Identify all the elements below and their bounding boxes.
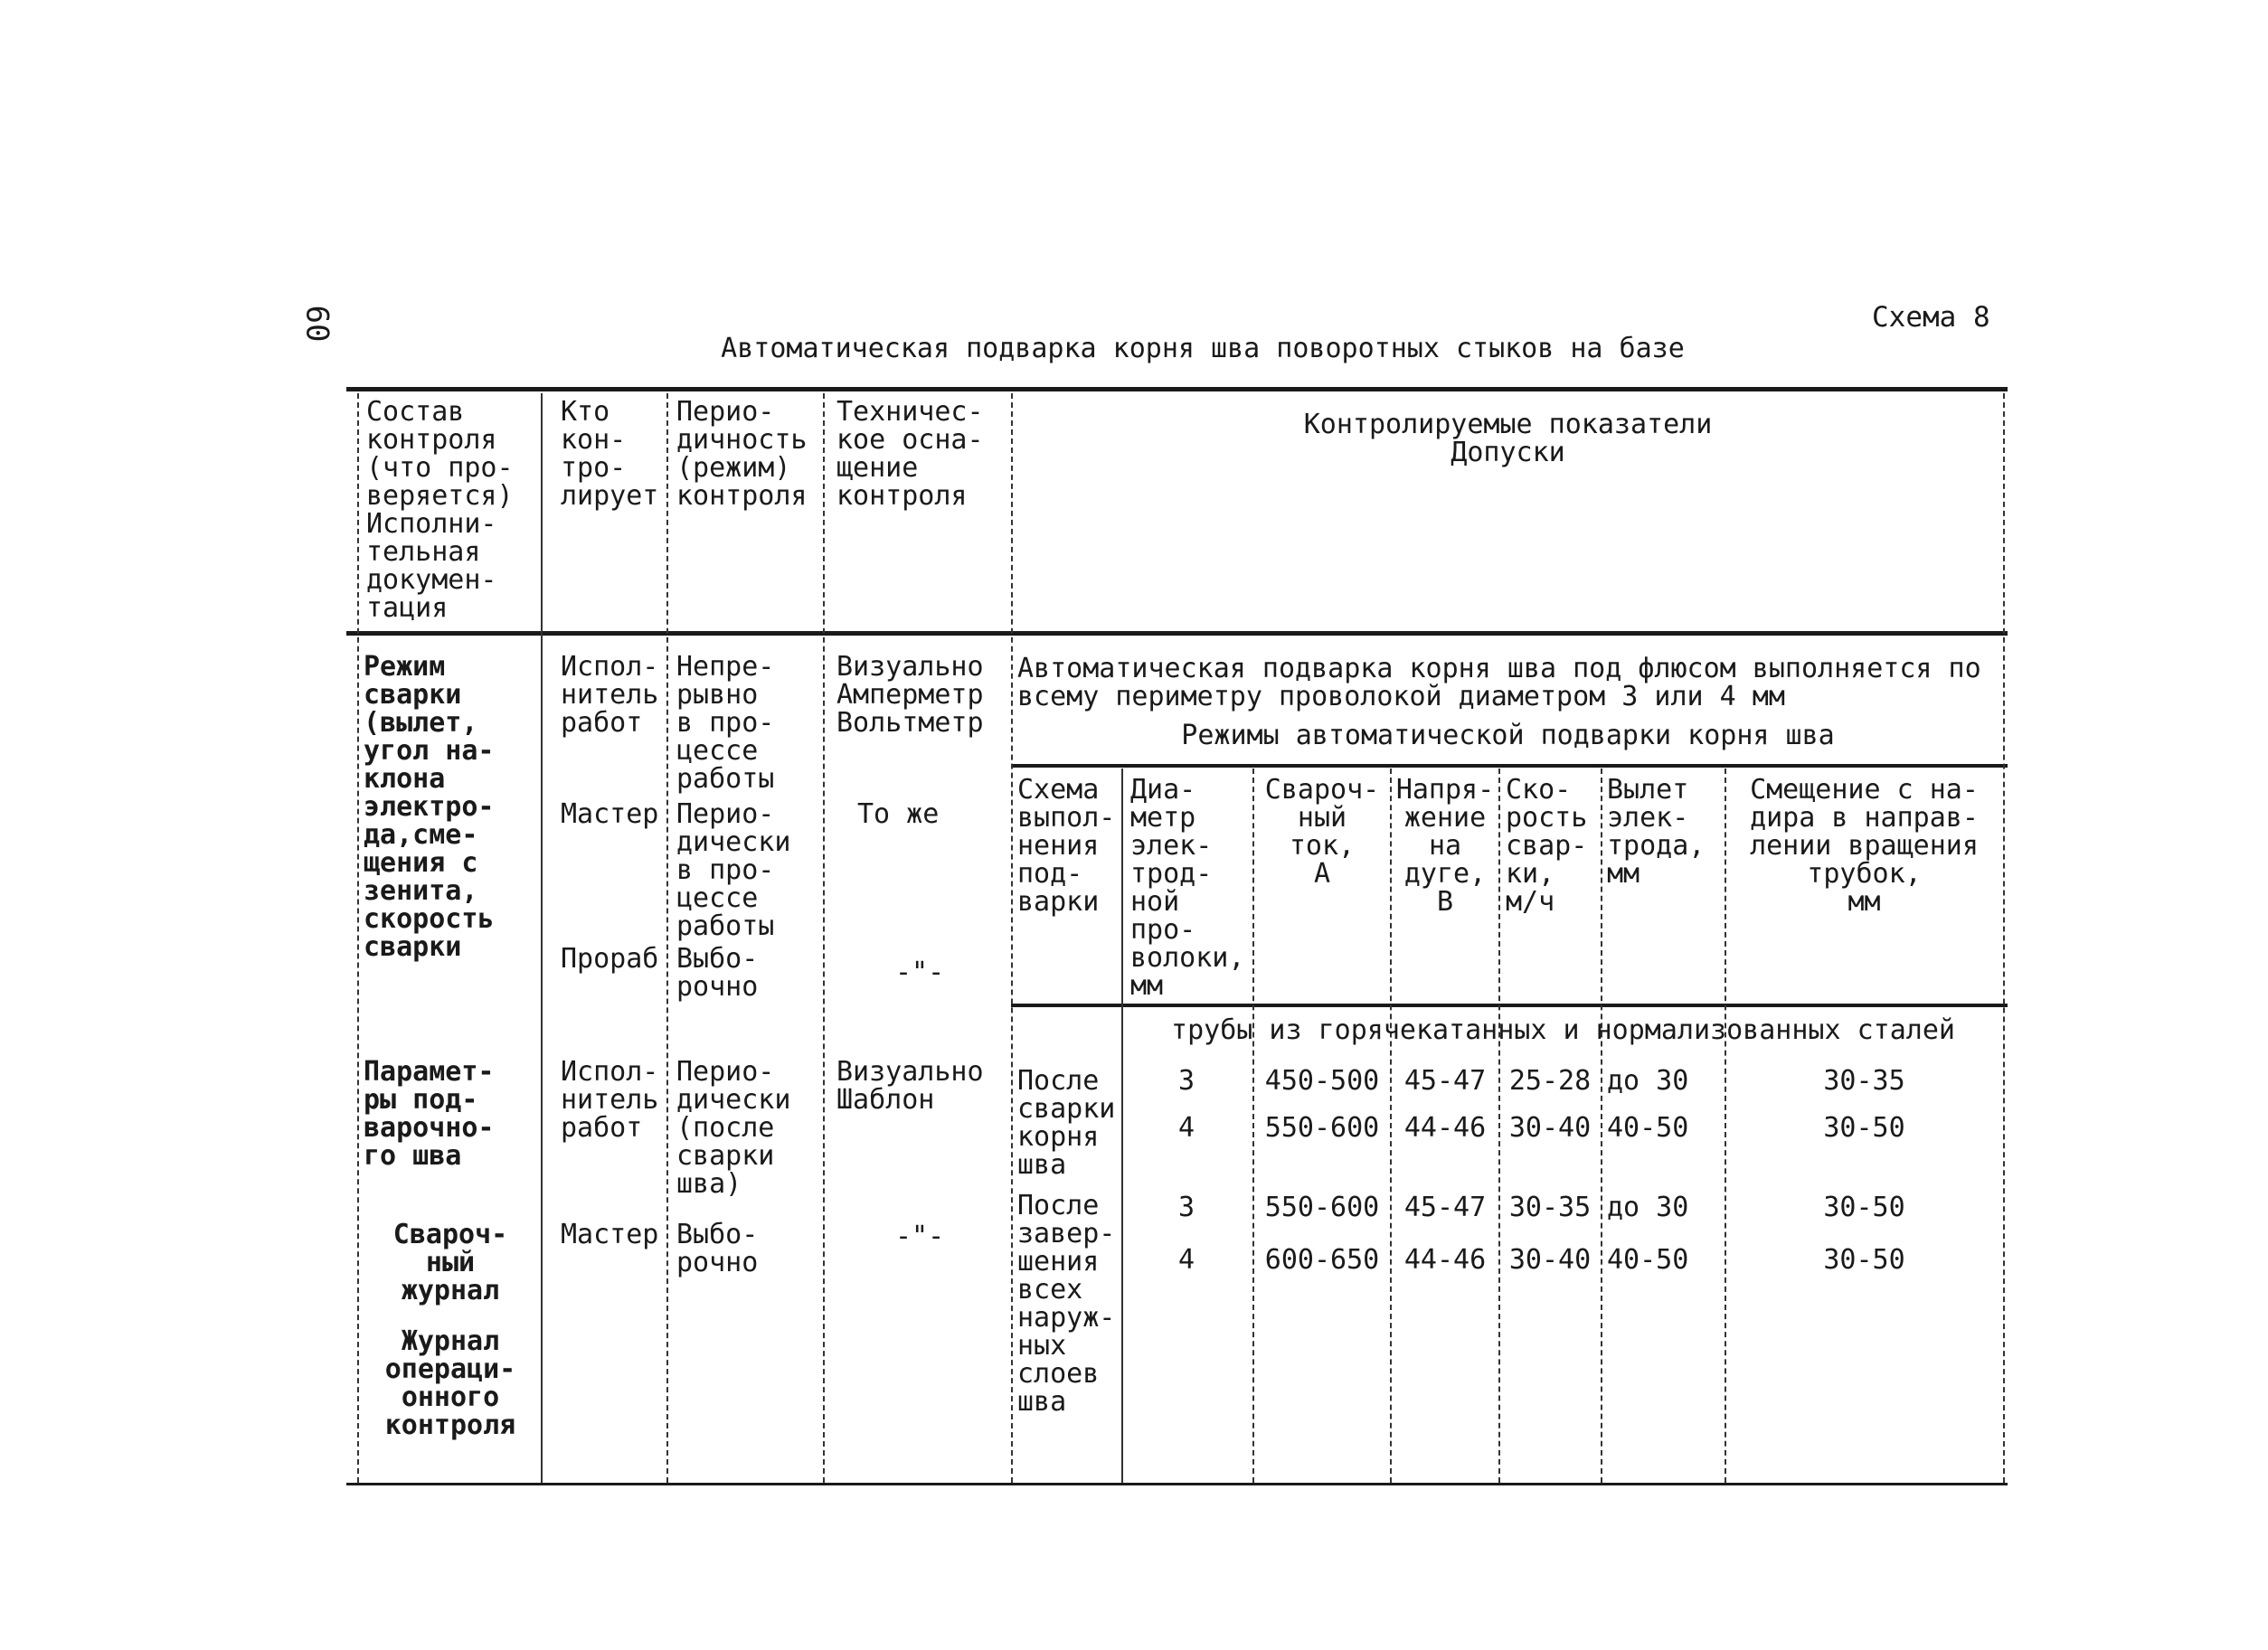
col-divider [666, 393, 668, 1483]
param-header-diameter: Диа- метр элек- трод- ной про- волоки, мм [1130, 774, 1245, 1002]
table-cell-l: до 30 [1607, 1192, 1689, 1223]
block1-note: Автоматическая подварка корня шва под флюсом выполняется по всему периметру проволокой диаметром 3 или 4 мм [1017, 653, 1981, 712]
param-header-current: Свароч- ный ток, А [1264, 774, 1380, 890]
param-col-divider [1252, 768, 1254, 1483]
col-divider [2003, 393, 2005, 1483]
col-divider [1011, 393, 1013, 1483]
block1-subject: Режим сварки (вылет, угол на- клона электро- да,сме- щения с зенита, скорость сварки [364, 651, 495, 963]
table-cell-u: 44-46 [1403, 1112, 1487, 1144]
table-cell-d: 3 [1177, 1065, 1195, 1097]
param-col-divider [1725, 768, 1726, 1483]
block1-period-3: Выбо- рочно [676, 943, 759, 1003]
block1-equip-1: Визуально Амперметр Вольтметр [836, 651, 984, 739]
header-equipment: Техничес- кое осна- щение контроля [836, 396, 984, 512]
page-number: 60 [298, 305, 335, 343]
param-header-offset: Смещение с на- дира в направ- лении вращения трубок, мм [1750, 774, 1979, 918]
table-cell-v: 30-40 [1508, 1112, 1592, 1144]
block1-equip-3: -"- [895, 957, 945, 988]
table-cell-u: 45-47 [1403, 1192, 1487, 1223]
scheme-label: Схема 8 [1872, 301, 1990, 334]
header-control-subject: Состав контроля (что про- веряется) Исполни- тельная докумен- тация [366, 396, 514, 624]
block2-period-1: Перио- дически (после сварки шва) [676, 1056, 791, 1200]
param-table-top-rule [1011, 764, 2008, 768]
table-cell-s: 30-50 [1823, 1192, 1905, 1223]
header-who-controls: Кто кон- тро- лирует [561, 396, 659, 512]
page-title: Автоматическая подварка корня шва поворотных стыков на базе [721, 333, 1685, 364]
header-periodicity: Перио- дичность (режим) контроля [676, 396, 808, 512]
block2-period-2: Выбо- рочно [676, 1219, 759, 1278]
group2-scheme: После завер- шения всех наруж- ных слоев шва [1017, 1190, 1116, 1418]
block1-who-3: Прораб [561, 943, 659, 975]
param-col-divider [1390, 768, 1392, 1483]
block2-who-2: Мастер [561, 1219, 659, 1250]
param-header-voltage: Напря- жение на дуге, В [1395, 774, 1495, 918]
table-cell-s: 30-50 [1823, 1244, 1905, 1276]
param-header-scheme: Схема выпол- нения под- варки [1017, 774, 1116, 918]
param-header-bottom-rule [1011, 1004, 2008, 1007]
table-cell-d: 3 [1177, 1192, 1195, 1223]
group1-scheme: После сварки корня шва [1017, 1065, 1116, 1181]
table-cell-s: 30-50 [1823, 1112, 1905, 1144]
param-header-stickout: Вылет элек- трода, мм [1607, 774, 1706, 890]
table-cell-u: 45-47 [1403, 1065, 1487, 1097]
doc-welding-log: Свароч- ный журнал [392, 1219, 508, 1306]
block1-equip-2: То же [857, 798, 940, 830]
block2-equip-1: Визуально Шаблон [836, 1056, 984, 1116]
table-cell-i: 550-600 [1264, 1192, 1380, 1223]
table-cell-i: 600-650 [1264, 1244, 1380, 1276]
table-cell-l: 40-50 [1607, 1244, 1689, 1276]
col-divider [541, 393, 543, 1483]
block1-period-1: Непре- рывно в про- цессе работы [676, 651, 775, 795]
table-cell-u: 44-46 [1403, 1244, 1487, 1276]
table-cell-v: 30-40 [1508, 1244, 1592, 1276]
block2-equip-2: -"- [895, 1221, 945, 1252]
table-cell-v: 30-35 [1508, 1192, 1592, 1223]
param-col-divider [1498, 768, 1500, 1483]
table-cell-s: 30-35 [1823, 1065, 1905, 1097]
table-bottom-rule [346, 1483, 2008, 1485]
table-top-rule [346, 387, 2008, 391]
col-divider [823, 393, 825, 1483]
header-bottom-rule [346, 631, 2008, 636]
table-cell-v: 25-28 [1508, 1065, 1592, 1097]
param-col-divider [1601, 768, 1602, 1483]
block1-who-2: Мастер [561, 798, 659, 830]
table-cell-l: до 30 [1607, 1065, 1689, 1097]
table-cell-d: 4 [1177, 1244, 1195, 1276]
param-subheading: трубы из горячекатанных и нормализованных сталей [1171, 1014, 1955, 1046]
col-divider [357, 393, 359, 1483]
table-cell-d: 4 [1177, 1112, 1195, 1144]
param-header-speed: Ско- рость свар- ки, м/ч [1506, 774, 1588, 918]
table-cell-i: 550-600 [1264, 1112, 1380, 1144]
header-indicators: Контролируемые показатели Допуски [1303, 409, 1713, 468]
doc-operational-control-log: Журнал операци- онного контроля [384, 1325, 516, 1441]
block1-who-1: Испол- нитель работ [561, 651, 659, 739]
table-cell-l: 40-50 [1607, 1112, 1689, 1144]
table-cell-i: 450-500 [1264, 1065, 1380, 1097]
block1-period-2: Перио- дически в про- цессе работы [676, 798, 791, 942]
block2-subject: Парамет- ры под- варочно- го шва [364, 1056, 495, 1172]
block2-who-1: Испол- нитель работ [561, 1056, 659, 1144]
regime-title: Режимы автоматической подварки корня шва [1181, 720, 1835, 751]
